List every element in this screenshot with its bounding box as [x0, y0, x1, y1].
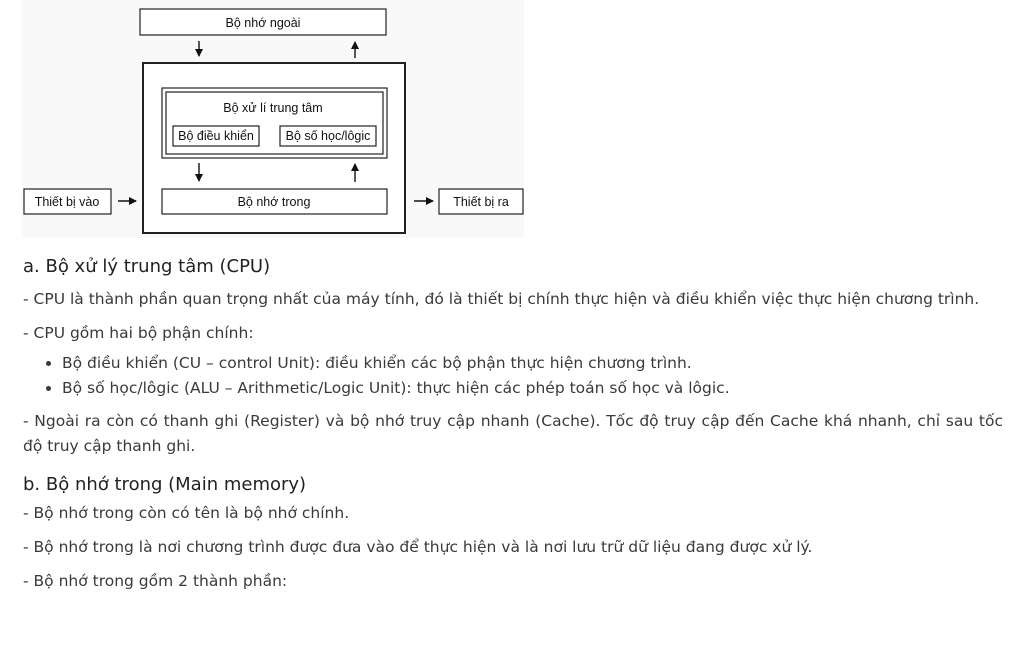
- computer-structure-diagram: [22, 0, 524, 238]
- output-device-label: Thiết bị ra: [453, 195, 509, 209]
- cpu-parts-list: [23, 351, 1003, 401]
- section-b-paragraph-2: - Bộ nhớ trong là nơi chương trình được đưa vào để thực hiện và là nơi lưu trữ dữ liệu đang được xử lý.: [23, 538, 813, 556]
- section-b-heading: b. Bộ nhớ trong (Main memory): [23, 474, 307, 495]
- cpu-box: [162, 88, 387, 158]
- alu-box: [280, 126, 376, 146]
- article-content: [23, 255, 1003, 594]
- external-memory-box: [140, 9, 386, 35]
- input-device-box: [24, 189, 111, 214]
- alu-label: Bộ số học/lôgic: [285, 129, 371, 143]
- list-item: • Bộ số học/lôgic (ALU – Arithmetic/Logic Unit): thực hiện các phép toán số học và lôgic.: [62, 376, 1003, 401]
- main-memory-box: [162, 189, 387, 214]
- section-b-paragraph-3: - Bộ nhớ trong gồm 2 thành phần:: [23, 572, 288, 590]
- section-a-paragraph-3: - Ngoài ra còn có thanh ghi (Register) và bộ nhớ truy cập nhanh (Cache). Tốc độ truy cập đến Cache khá nhanh, chỉ sau tốc độ truy cập thanh ghi.: [23, 412, 1003, 455]
- external-memory-label: Bộ nhớ ngoài: [225, 16, 301, 30]
- section-a-paragraph-2: - CPU gồm hai bộ phận chính:: [23, 324, 254, 342]
- control-unit-label: Bộ điều khiển: [178, 129, 254, 143]
- output-device-box: [439, 189, 523, 214]
- list-item: • Bộ điều khiển (CU – control Unit): điều khiển các bộ phận thực hiện chương trình.: [62, 351, 1003, 376]
- section-a-heading: a. Bộ xử lý trung tâm (CPU): [23, 256, 271, 277]
- cpu-label: Bộ xử lí trung tâm: [223, 101, 323, 115]
- control-unit-box: [173, 126, 259, 146]
- main-memory-label: Bộ nhớ trong: [237, 195, 311, 209]
- section-a-paragraph-1: - CPU là thành phần quan trọng nhất của máy tính, đó là thiết bị chính thực hiện và điều khiển việc thực hiện chương trình.: [23, 290, 980, 308]
- input-device-label: Thiết bị vào: [34, 195, 100, 209]
- section-b-paragraph-1: - Bộ nhớ trong còn có tên là bộ nhớ chính.: [23, 504, 350, 522]
